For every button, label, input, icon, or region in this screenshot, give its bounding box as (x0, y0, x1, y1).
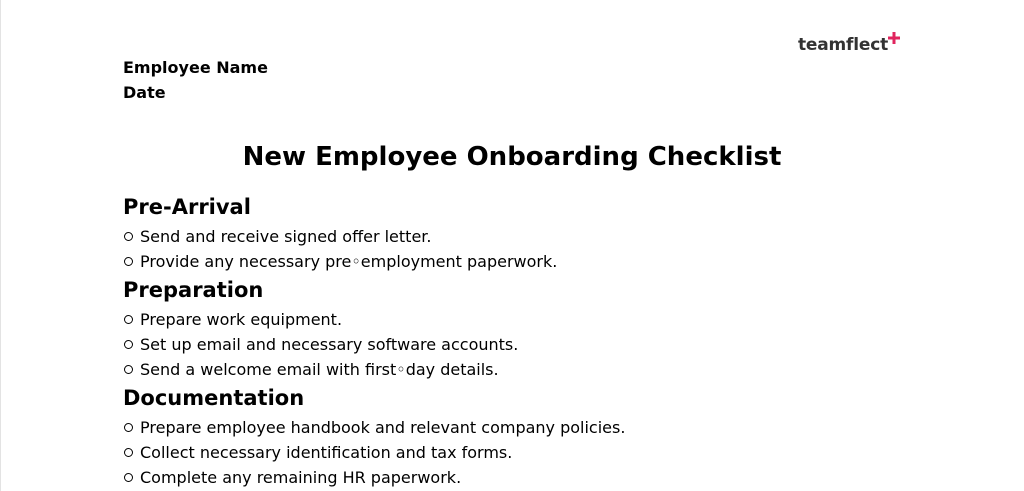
circle-bullet-icon (124, 257, 133, 266)
circle-bullet-icon (124, 365, 133, 374)
date-label: Date (123, 83, 166, 102)
circle-bullet-icon (124, 473, 133, 482)
checklist-item-text: Collect necessary identification and tax forms. (140, 443, 513, 462)
teamflect-logo (798, 33, 900, 59)
checklist-item (123, 307, 625, 332)
circle-bullet-icon (124, 423, 133, 432)
checklist-item-text: Prepare work equipment. (140, 310, 343, 329)
section-preparation (123, 274, 625, 382)
checklist-item-text: Set up email and necessary software accounts. (140, 335, 519, 354)
section-heading: Preparation (123, 278, 264, 302)
logo-text: teamflect (798, 35, 888, 55)
checklist-item (123, 357, 625, 382)
plus-icon (888, 29, 900, 41)
section-heading: Pre-Arrival (123, 195, 251, 219)
checklist (123, 415, 625, 490)
checklist-item (123, 332, 625, 357)
section-pre-arrival (123, 191, 625, 274)
circle-bullet-icon (124, 232, 133, 241)
checklist-sections (123, 191, 625, 490)
document-title: New Employee Onboarding Checklist (242, 142, 782, 172)
checklist-item (123, 249, 625, 274)
checklist (123, 224, 625, 274)
section-heading: Documentation (123, 386, 305, 410)
circle-bullet-icon (124, 340, 133, 349)
circle-bullet-icon (124, 315, 133, 324)
checklist-item (123, 440, 625, 465)
checklist-item-text: Complete any remaining HR paperwork. (140, 468, 462, 487)
checklist (123, 307, 625, 382)
employee-name-label: Employee Name (123, 58, 268, 77)
checklist-item-text: Send and receive signed offer letter. (140, 227, 432, 246)
checklist-item (123, 224, 625, 249)
section-documentation (123, 382, 625, 490)
checklist-item (123, 415, 625, 440)
checklist-item-text: Prepare employee handbook and relevant company policies. (140, 418, 626, 437)
document-meta (123, 55, 268, 105)
page-edge (0, 0, 1, 491)
checklist-item (123, 465, 625, 490)
circle-bullet-icon (124, 448, 133, 457)
checklist-item-text: Send a welcome email with first◦day details. (140, 360, 499, 379)
checklist-item-text: Provide any necessary pre◦employment paperwork. (140, 252, 558, 271)
